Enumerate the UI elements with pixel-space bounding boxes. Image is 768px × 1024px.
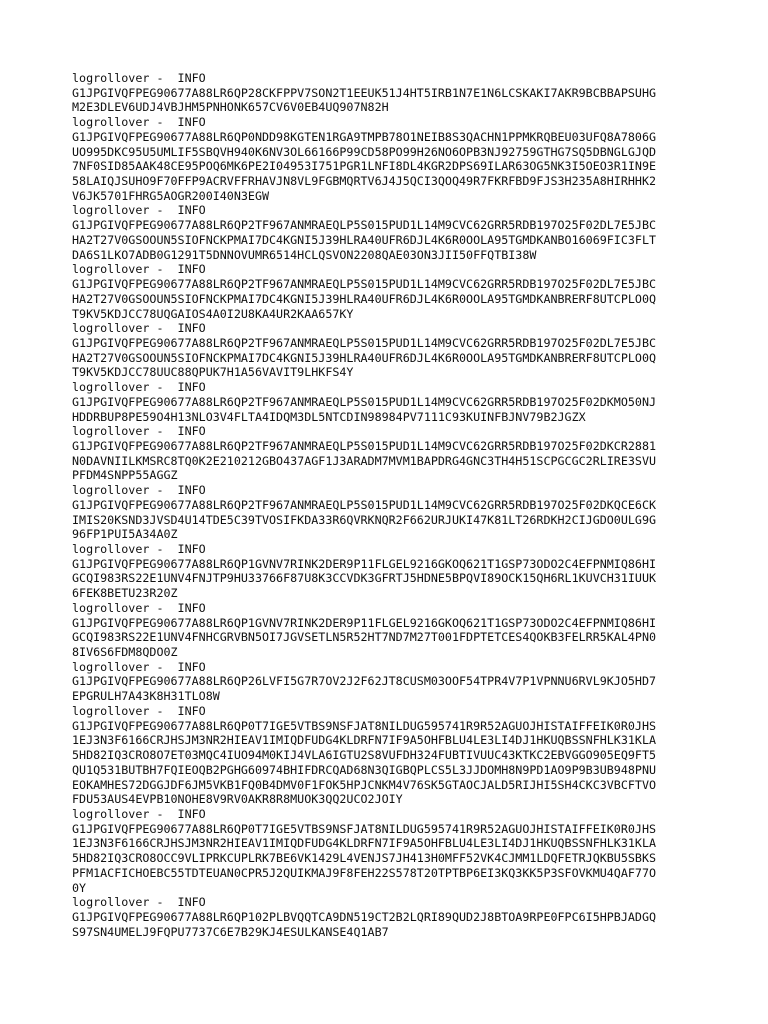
log-entry-payload-line: G1JPGIVQFPEG90677A88LR6QP28CKFPPV7SON2T1EEUK51J4HT5IRB1N7E1N6LCSKAKI7AKR9BCBBAPSUHG	[72, 85, 657, 100]
log-entry-header: logrollover - INFO	[72, 424, 206, 439]
log-entry	[72, 71, 712, 115]
log-entry	[72, 115, 712, 203]
log-entry-payload-line: HA2T27V0GSOOUN5SIOFNCKPMAI7DC4KGNI5J39HLRA40UFR6DJL4K6R0OOLA95TGMDKANBRERF8UTCPLO0Q	[72, 291, 657, 306]
log-entry	[72, 203, 712, 262]
log-entry-payload-line: 1EJ3N3F6166CRJHSJM3NR2HIEAV1IMIQDFUDG4KLDRFN7IF9A5OHFBLU4LE3LI4DJ1HKUQBSSNFHLK31KLA	[72, 733, 657, 748]
log-entry-payload-line: T9KV5KDJCC78UQGAIOS4A0I2U8KA4UR2KAA657KY	[72, 306, 354, 321]
log-entry-payload-line: G1JPGIVQFPEG90677A88LR6QP2TF967ANMRAEQLP5S015PUD1L14M9CVC62GRR5RDB197O25F02DKQCE6CK	[72, 497, 657, 512]
log-entry-payload-line: G1JPGIVQFPEG90677A88LR6QP2TF967ANMRAEQLP5S015PUD1L14M9CVC62GRR5RDB197O25F02DKMO50NJ	[72, 394, 657, 409]
log-entry-header: logrollover - INFO	[72, 71, 206, 85]
log-entry-payload-line: 8IV6S6FDM8QDO0Z	[72, 645, 178, 660]
log-document	[72, 71, 712, 939]
log-entry-payload-line: 6FEK8BETU23R20Z	[72, 586, 178, 601]
log-entry	[72, 424, 712, 483]
log-entry-payload-line: N0DAVNIILKMSRC8TQ0K2E210212GBO437AGF1J3ARADM7MVM1BAPDRG4GNC3TH4H51SCPGCGC2RLIRE3SVU	[72, 453, 657, 468]
log-entry-payload-line: 5HD82IQ3CRO8O7ET03MQC4IUO94M0KIJ4VLA6IGTU2S8VUFDH324FUBTIVUUC43KTKC2EBVGGO905EQ9FT5	[72, 748, 657, 763]
log-entry	[72, 895, 712, 939]
log-entry-payload-line: 5HD82IQ3CRO8OCC9VLIPRKCUPLRK7BE6VK1429L4VENJS7JH413H0MFF52VK4CJMM1LDQFETRJQKBU5SBKS	[72, 851, 657, 866]
log-entry-header: logrollover - INFO	[72, 542, 206, 556]
log-entry-header: logrollover - INFO	[72, 262, 206, 277]
log-entry-header: logrollover - INFO	[72, 703, 206, 718]
log-entry-payload-line: PFDM4SNPP55AGGZ	[72, 468, 178, 483]
log-entry-payload-line: G1JPGIVQFPEG90677A88LR6QP2TF967ANMRAEQLP5S015PUD1L14M9CVC62GRR5RDB197O25F02DL7E5JBC	[72, 335, 657, 350]
log-entry-payload-line: 1EJ3N3F6166CRJHSJM3NR2HIEAV1IMIQDFUDG4KLDRFN7IF9A5OHFBLU4LE3LI4DJ1HKUQBSSNFHLK31KLA	[72, 836, 657, 851]
log-entry-payload-line: S97SN4UMELJ9FQPU7737C6E7B29KJ4ESULKANSE4Q1AB7	[72, 924, 389, 939]
log-entry-payload-line: IMIS20KSND3JVSD4U14TDE5C39TVOSIFKDA33R6QVRKNQR2F662URJUKI47K81LT26RDKH2CIJGDO0ULG9G	[72, 512, 657, 527]
log-entry	[72, 542, 712, 601]
log-entry-payload-line: G1JPGIVQFPEG90677A88LR6QP1GVNV7RINK2DER9P11FLGEL9216GKOQ621T1GSP73ODO2C4EFPNMIQ86HI	[72, 556, 657, 571]
log-entry	[72, 262, 712, 321]
log-entry-payload-line: 96FP1PUI5A34A0Z	[72, 527, 178, 542]
log-entry-payload-line: G1JPGIVQFPEG90677A88LR6QP2TF967ANMRAEQLP5S015PUD1L14M9CVC62GRR5RDB197O25F02DKCR2881	[72, 438, 657, 453]
log-entry-payload-line: 58LAIQJSUHO9F70FFP9ACRVFFRHAVJN8VL9FGBMQRTV6J4J5QCI3QOQ49R7FKRFBD9FJS3H235A8HIRHHK2	[72, 174, 657, 189]
log-entry-payload-line: G1JPGIVQFPEG90677A88LR6QP0T7IGE5VTBS9NSFJAT8NILDUG595741R9R52AGUOJHISTAIFFEIK0R0JHS	[72, 718, 657, 733]
log-entry	[72, 807, 712, 895]
log-entry-payload-line: G1JPGIVQFPEG90677A88LR6QP0T7IGE5VTBS9NSFJAT8NILDUG595741R9R52AGUOJHISTAIFFEIK0R0JHS	[72, 821, 657, 836]
log-entry-payload-line: G1JPGIVQFPEG90677A88LR6QP26LVFI5G7R7OV2J2F62JT8CUSM03OOF54TPR4V7P1VPNNU6RVL9KJO5HD7	[72, 674, 657, 689]
log-entry-payload-line: GCQI983RS22E1UNV4FNJTP9HU33766F87U8K3CCVDK3GFRTJ5HDNE5BPQVI89OCK15QH6RL1KUVCH31IUUK	[72, 571, 657, 586]
log-entry-payload-line: GCQI983RS22E1UNV4FNHCGRVBN5OI7JGVSETLN5R52HT7ND7M27T001FDPTETCES4QOKB3FELRR5KAL4PN0	[72, 630, 657, 645]
log-entry-header: logrollover - INFO	[72, 483, 206, 498]
log-entry-payload-line: G1JPGIVQFPEG90677A88LR6QP1GVNV7RINK2DER9P11FLGEL9216GKOQ621T1GSP73ODO2C4EFPNMIQ86HI	[72, 615, 657, 630]
log-entry-payload-line: EOKAMHES72DGGJDF6JM5VKB1FQ0B4DMV0F1FOK5HPJCNKM4V76SK5GTAOCJALD5RIJHI5SH4CKC3VBCFTVO	[72, 777, 657, 792]
log-entry-payload-line: G1JPGIVQFPEG90677A88LR6QP2TF967ANMRAEQLP5S015PUD1L14M9CVC62GRR5RDB197O25F02DL7E5JBC	[72, 277, 657, 292]
log-entry-payload-line: EPGRULH7A43K8H31TLO8W	[72, 689, 220, 704]
log-entry-payload-line: G1JPGIVQFPEG90677A88LR6QP102PLBVQQTCA9DN519CT2B2LQRI89QUD2J8BTOA9RPE0FPC6I5HPBJADGQ	[72, 909, 657, 924]
log-entry-payload-line: HDDRBUP8PE59O4H13NLO3V4FLTA4IDQM3DL5NTCDIN98984PV7111C93KUINFBJNV79B2JGZX	[72, 409, 586, 424]
log-entry	[72, 601, 712, 660]
log-entry-header: logrollover - INFO	[72, 895, 206, 910]
log-entry-payload-line: G1JPGIVQFPEG90677A88LR6QP0NDD98KGTEN1RGA9TMPB78O1NEIB8S3QACHN1PPMKRQBEU03UFQ8A7806G	[72, 129, 657, 144]
log-entry-header: logrollover - INFO	[72, 806, 206, 821]
log-entry-header: logrollover - INFO	[72, 659, 206, 674]
log-entry-header: logrollover - INFO	[72, 321, 206, 336]
log-entry	[72, 660, 712, 704]
log-entry-header: logrollover - INFO	[72, 203, 206, 218]
log-entry-payload-line: T9KV5KDJCC78UUC88QPUK7H1A56VAVIT9LHKFS4Y	[72, 365, 354, 380]
log-entry-payload-line: DA6S1LKO7ADB0G1291T5DNNOVUMR6514HCLQSVON2208QAE03ON3JII50FFQTBI38W	[72, 247, 537, 262]
log-entry-payload-line: FDU53AUS4EVPB10NOHE8V9RV0AKR8R8MUOK3QQ2UCO2JOIY	[72, 792, 403, 807]
log-entry	[72, 321, 712, 380]
log-entry-header: logrollover - INFO	[72, 600, 206, 615]
log-entry-payload-line: HA2T27V0GSOOUN5SIOFNCKPMAI7DC4KGNI5J39HLRA40UFR6DJL4K6R0OOLA95TGMDKANBO16069FIC3FLT	[72, 232, 657, 247]
log-entry-payload-line: V6JK5701FHRG5AOGR200I40N3EGW	[72, 188, 270, 203]
log-entry-header: logrollover - INFO	[72, 380, 206, 395]
log-entry-payload-line: HA2T27V0GSOOUN5SIOFNCKPMAI7DC4KGNI5J39HLRA40UFR6DJL4K6R0OOLA95TGMDKANBRERF8UTCPLO0Q	[72, 350, 657, 365]
log-entry	[72, 704, 712, 807]
log-entry-payload-line: M2E3DLEV6UDJ4VBJHM5PNHONK657CV6V0EB4UQ907N82H	[72, 100, 389, 115]
log-entry-payload-line: QU1Q531BUTBH7FQIEOQB2PGHG60974BHIFDRCQAD68N3QIGBQPLCS5L3JJDOMH8N9PD1AO9P9B3UB948PNU	[72, 762, 657, 777]
log-entry	[72, 380, 712, 424]
log-entry-payload-line: UO995DKC95U5UMLIF5SBQVH940K6NV3OL66166P99CD58PO99H26NO6OPB3NJ92759GTHG7SQ5DBNGLGJQD	[72, 144, 657, 159]
log-entry	[72, 483, 712, 542]
log-entry-payload-line: 0Y	[72, 880, 87, 895]
log-entry-payload-line: G1JPGIVQFPEG90677A88LR6QP2TF967ANMRAEQLP5S015PUD1L14M9CVC62GRR5RDB197O25F02DL7E5JBC	[72, 218, 657, 233]
log-entry-payload-line: 7NF0SID85AAK48CE95POQ6MK6PE2I04953I751PGR1LNFI8DL4KGR2DPS69ILAR63OG5NK3I5OEO3R1IN9E	[72, 159, 657, 174]
log-entry-payload-line: PFM1ACFICHOEBC55TDTEUAN0CPR5J2QUIKMAJ9F8FEH22S578T20TPTBP6EI3KQ3KK5P3SFOVKMU4QAF77O	[72, 865, 657, 880]
log-entry-header: logrollover - INFO	[72, 115, 206, 130]
